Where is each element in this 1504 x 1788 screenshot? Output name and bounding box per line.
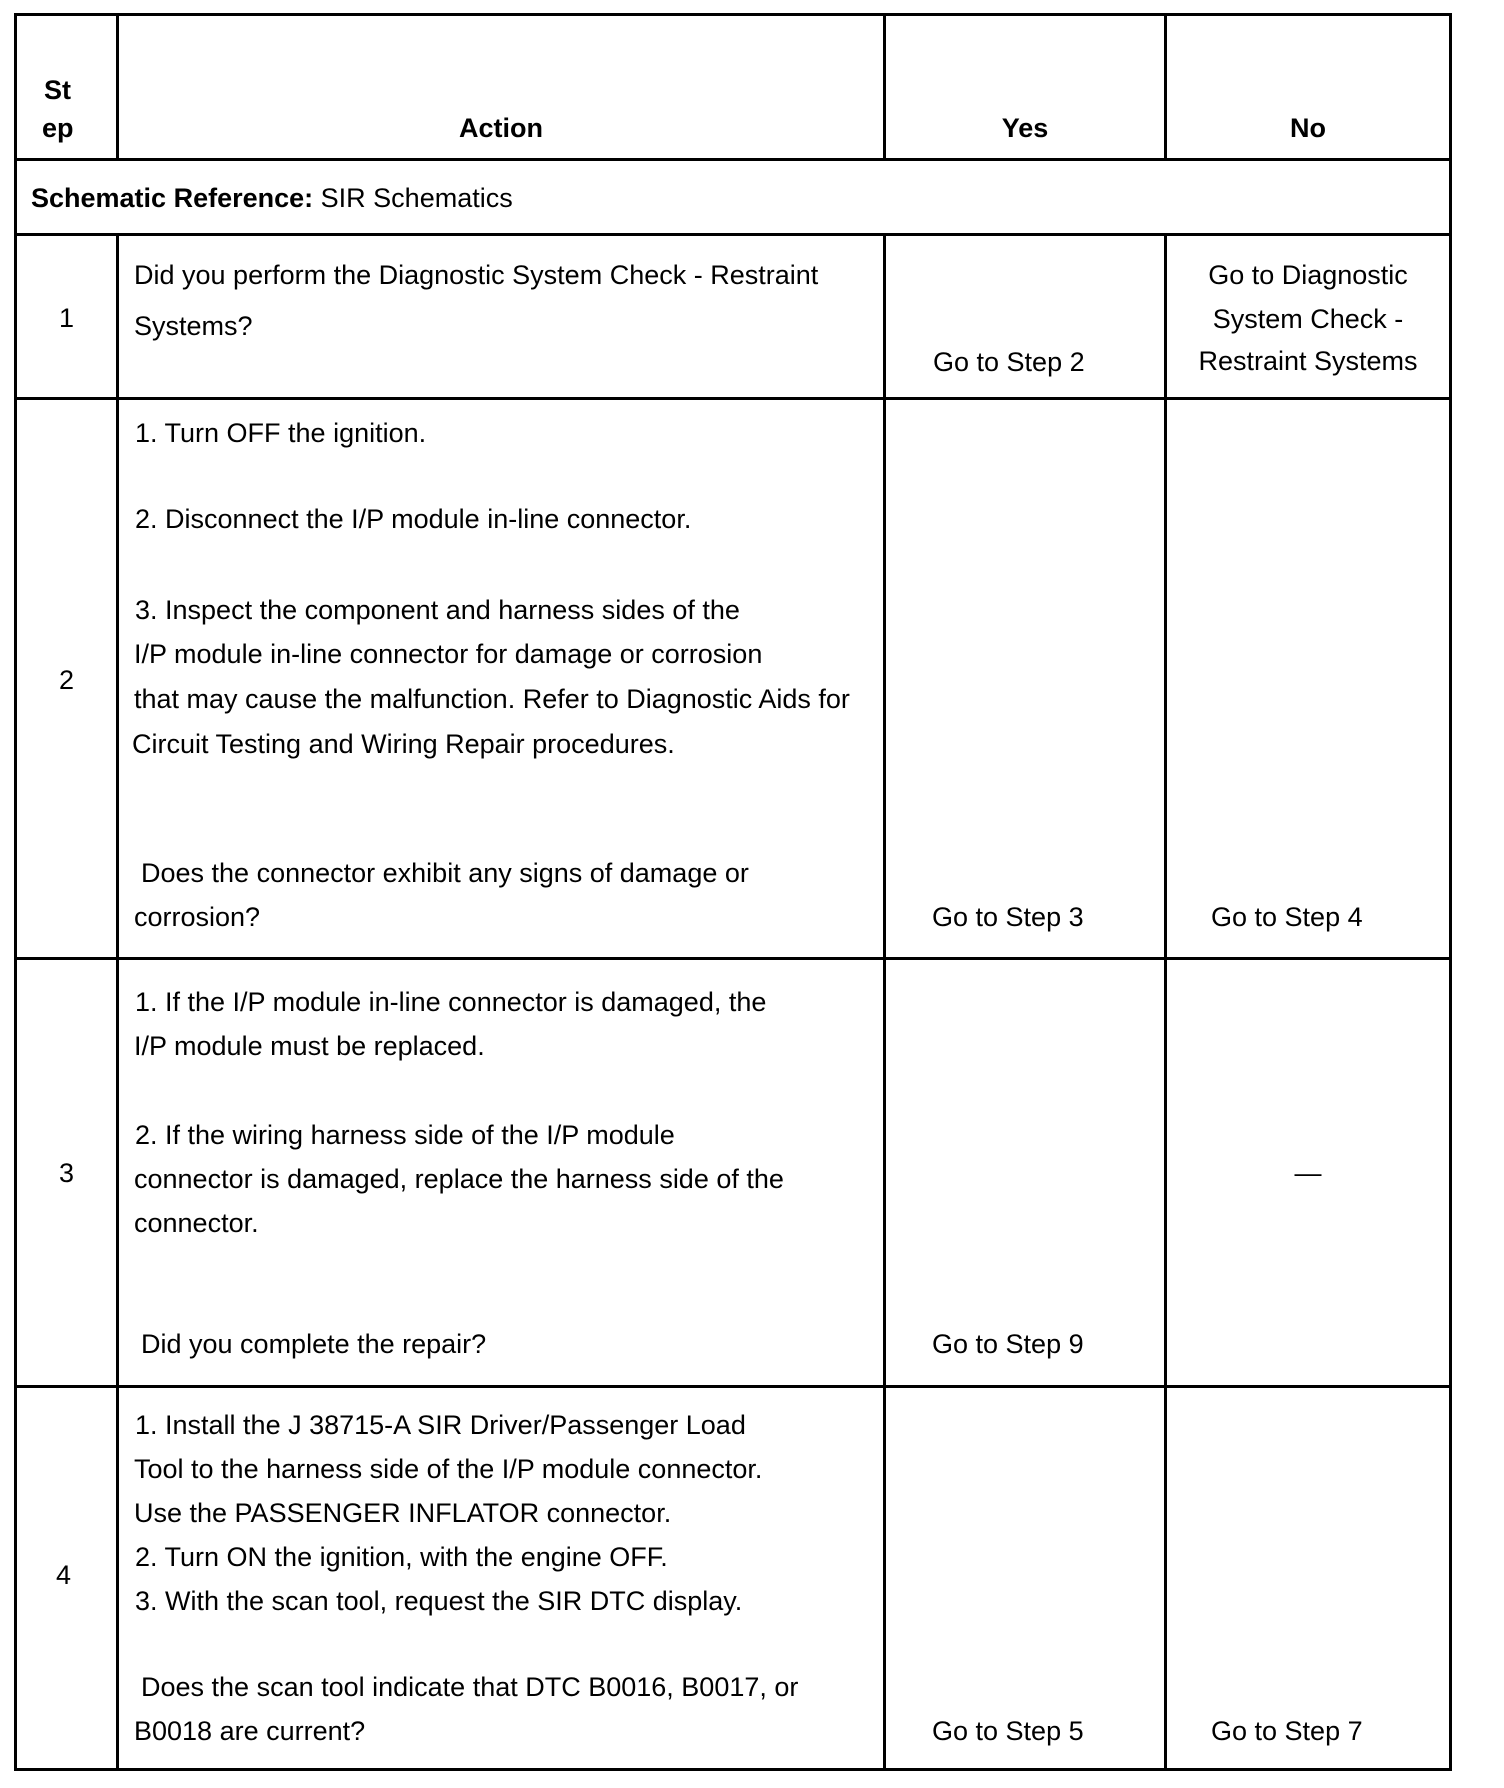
row1-no-line: System Check -: [1212, 304, 1404, 334]
row1-step: 1: [58, 303, 75, 333]
row3-action-line: Did you complete the repair?: [141, 1329, 487, 1359]
diagnostic-table: [14, 13, 1452, 1771]
row4-action-line: 2. Turn ON the ignition, with the engine OFF.: [135, 1542, 668, 1572]
row4-action-line: 3. With the scan tool, request the SIR DTC display.: [135, 1586, 743, 1616]
row3-action-line: I/P module must be replaced.: [134, 1031, 485, 1061]
action-col-rule-body: [883, 233, 886, 1771]
header-step-line2: ep: [42, 113, 74, 143]
header-yes: Yes: [1001, 113, 1049, 143]
row3-action-line: connector is damaged, replace the harness side of the: [134, 1164, 784, 1194]
header-bottom-rule: [14, 158, 1452, 161]
row4-yes: Go to Step 5: [932, 1716, 1084, 1746]
header-action: Action: [459, 113, 543, 143]
row1-no-line: Restraint Systems: [1198, 346, 1418, 376]
row4-action-line: Use the PASSENGER INFLATOR connector.: [134, 1498, 672, 1528]
row2-action-line: 2. Disconnect the I/P module in-line connector.: [135, 504, 692, 534]
row2-action-line: 3. Inspect the component and harness sides of the: [135, 595, 740, 625]
row2-action-line: corrosion?: [134, 902, 261, 932]
step-col-rule-body: [116, 233, 119, 1771]
table-border-bottom: [14, 1768, 1452, 1771]
row3-step: 3: [58, 1158, 75, 1188]
row2-yes: Go to Step 3: [932, 902, 1084, 932]
schematic-reference-label: Schematic Reference:: [31, 183, 314, 213]
table-border-right: [1449, 13, 1452, 1771]
yes-col-rule-body: [1164, 233, 1167, 1771]
header-no: No: [1290, 113, 1326, 143]
row2-action-line: Does the connector exhibit any signs of damage or: [141, 858, 749, 888]
table-border-top: [14, 13, 1452, 16]
row2-no: Go to Step 4: [1211, 902, 1363, 932]
row2-action-line: I/P module in-line connector for damage or corrosion: [134, 639, 763, 669]
row3-action-line: 1. If the I/P module in-line connector is damaged, the: [135, 987, 767, 1017]
schematic-reference: [31, 185, 513, 212]
row4-action-line: 1. Install the J 38715-A SIR Driver/Passenger Load: [135, 1410, 746, 1440]
row4-action-line: B0018 are current?: [134, 1716, 366, 1746]
row2-bottom-rule: [14, 957, 1452, 960]
row2-action-line: Circuit Testing and Wiring Repair procedures.: [132, 729, 675, 759]
row3-action-line: connector.: [134, 1208, 259, 1238]
row2-action-line: 1. Turn OFF the ignition.: [135, 418, 427, 448]
row3-yes: Go to Step 9: [932, 1329, 1084, 1359]
row2-step: 2: [58, 665, 75, 695]
row4-action-line: Tool to the harness side of the I/P module connector.: [134, 1454, 763, 1484]
row1-bottom-rule: [14, 397, 1452, 400]
schematic-reference-value: SIR Schematics: [320, 183, 513, 213]
row3-action-line: 2. If the wiring harness side of the I/P module: [135, 1120, 675, 1150]
row4-no: Go to Step 7: [1211, 1716, 1363, 1746]
table-border-left: [14, 13, 17, 1771]
row4-action-line: Does the scan tool indicate that DTC B0016, B0017, or: [141, 1672, 799, 1702]
row3-bottom-rule: [14, 1385, 1452, 1388]
header-step-line1: St: [44, 75, 71, 105]
row1-action-line: Systems?: [134, 311, 253, 341]
row1-action-line: Did you perform the Diagnostic System Check - Restraint: [134, 260, 819, 290]
row1-no-line: Go to Diagnostic: [1208, 260, 1408, 290]
row2-action-line: that may cause the malfunction. Refer to Diagnostic Aids for: [134, 684, 850, 714]
schematic-bottom-rule: [14, 233, 1452, 236]
row3-no: —: [1294, 1158, 1322, 1188]
row4-step: 4: [55, 1560, 72, 1590]
row1-yes: Go to Step 2: [933, 347, 1085, 377]
